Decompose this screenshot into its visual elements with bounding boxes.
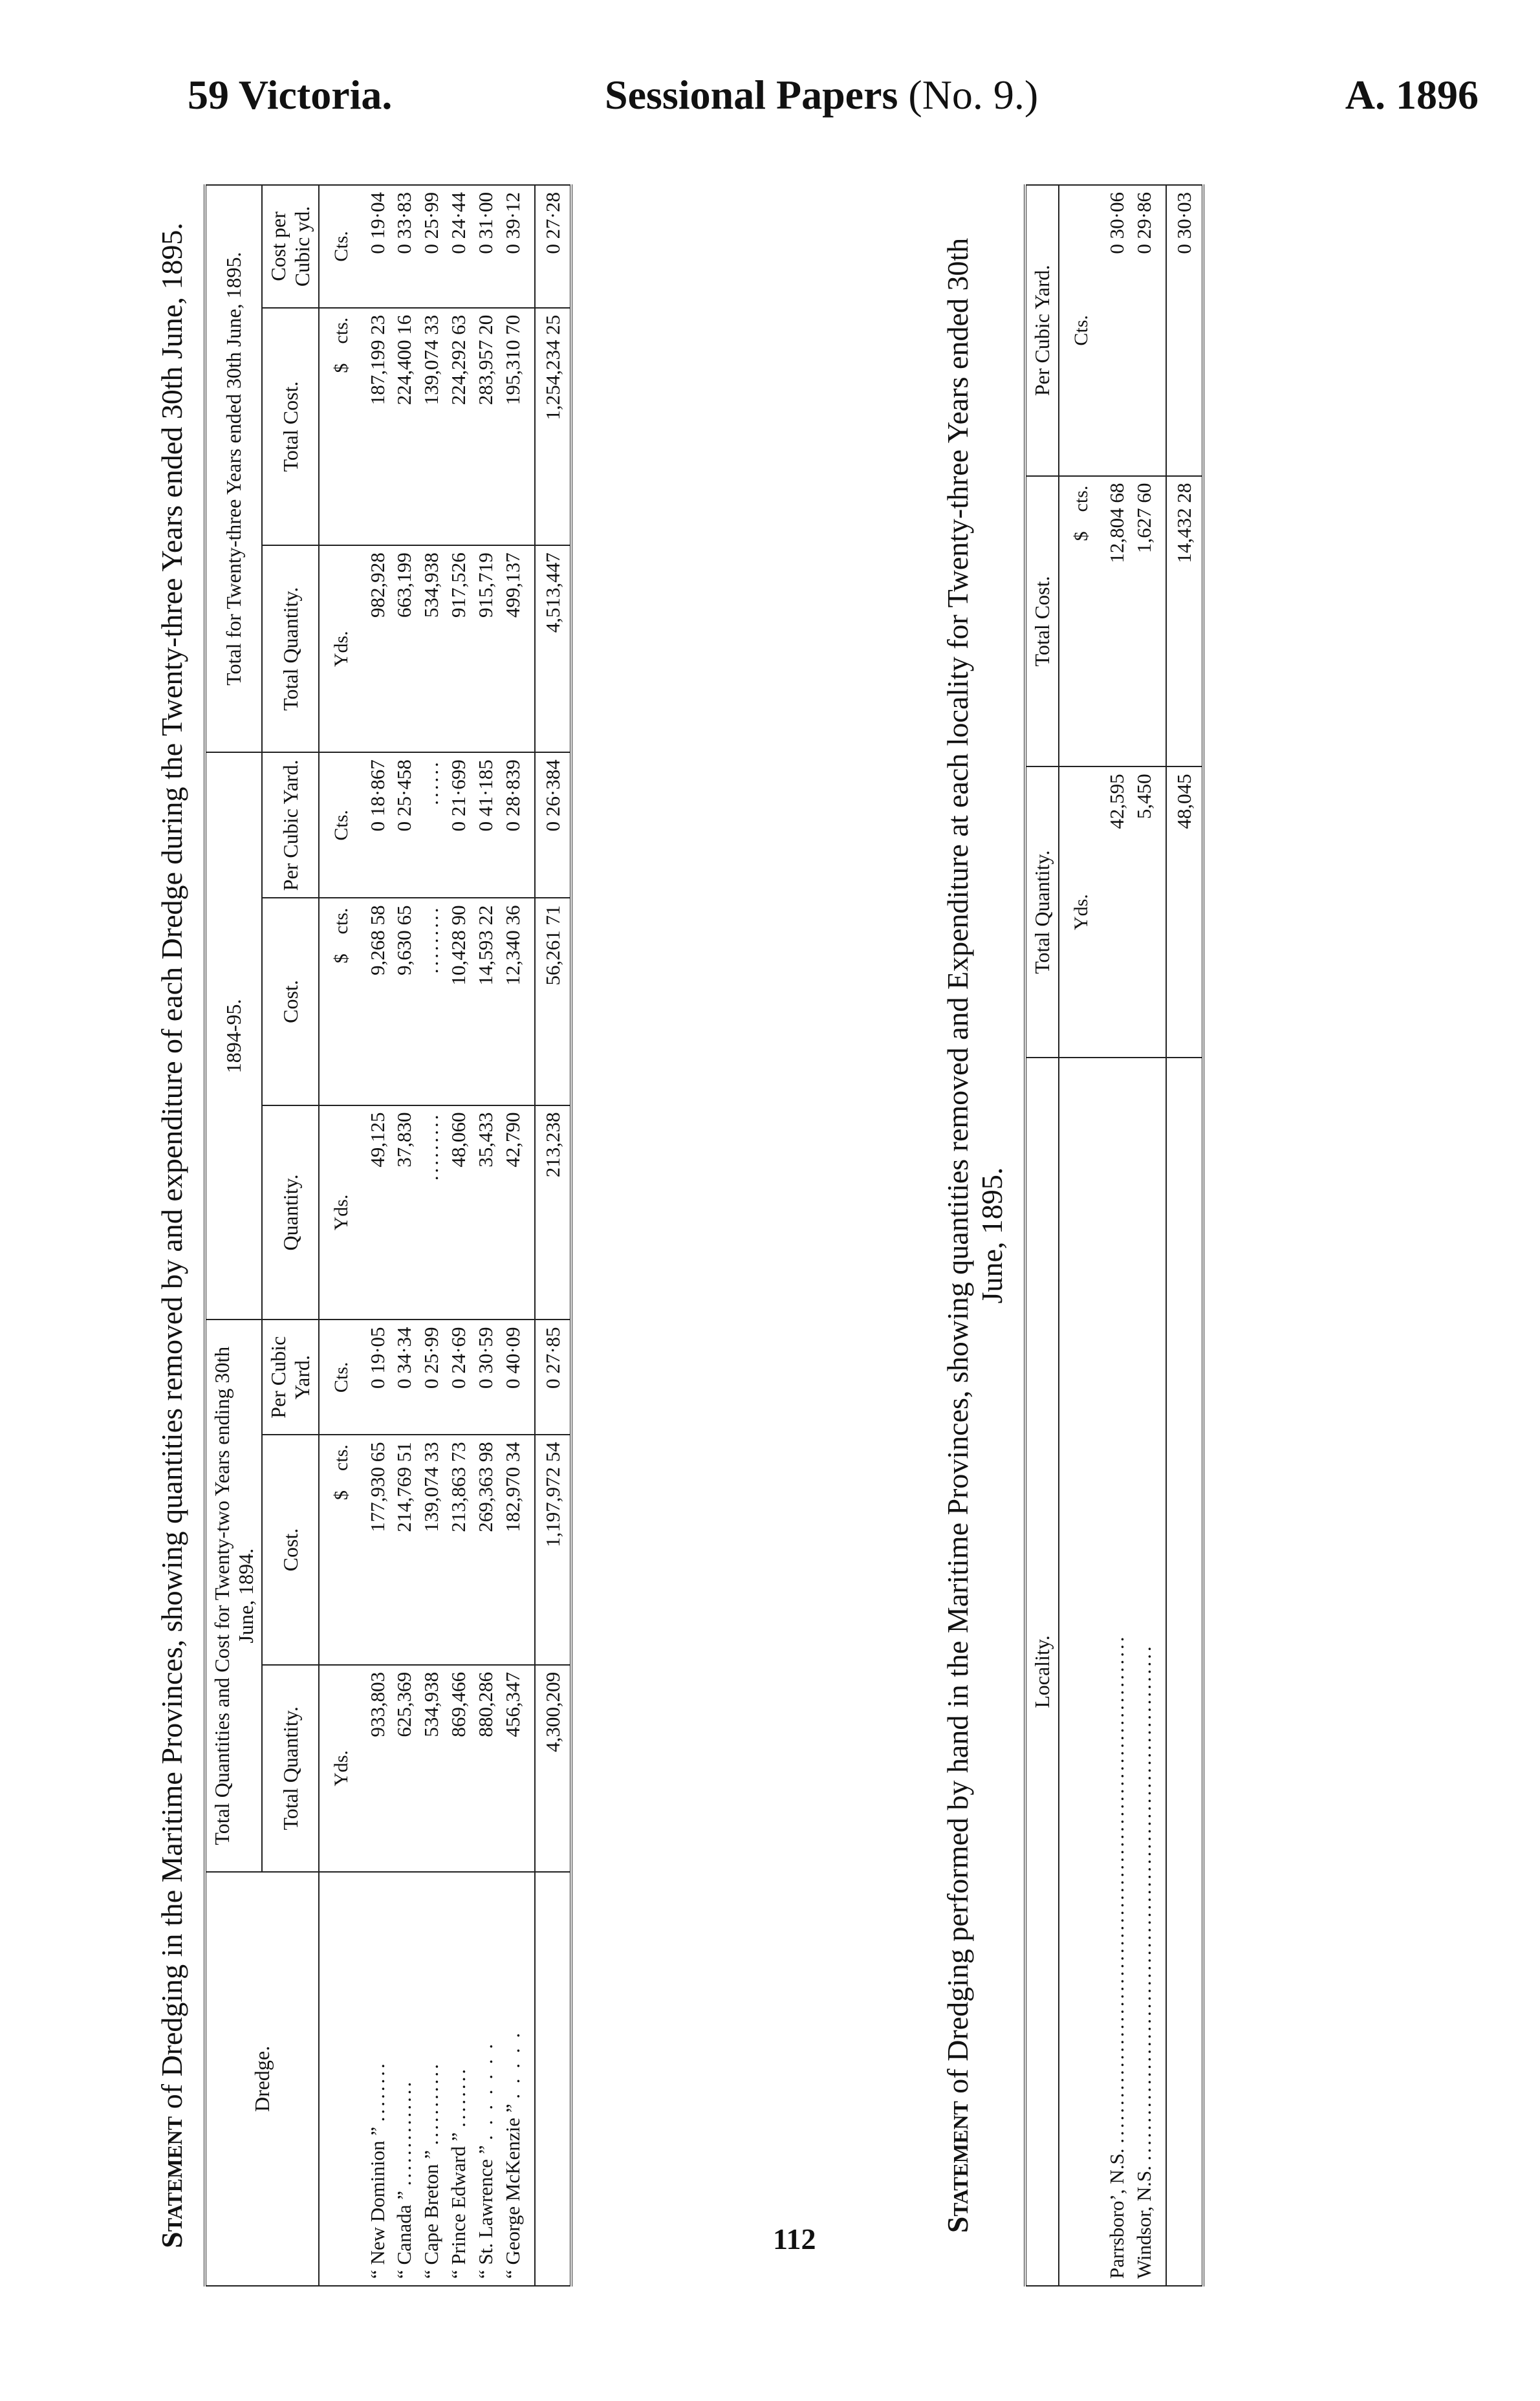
cell-q95: 35,433 <box>472 1105 499 1320</box>
col-total-quantity-22: Total Quantity. <box>262 1665 319 1872</box>
title-lead: Statement <box>155 2116 188 2248</box>
header-session: 59 Victoria. <box>188 72 393 118</box>
header-paper-number: (No. 9.) <box>908 72 1039 118</box>
totals-label-blank <box>535 1872 572 2286</box>
leader-dots: .............. <box>393 2079 416 2186</box>
cell-p23: 0 33·83 <box>391 185 418 308</box>
unit-yds: Yds. <box>319 1105 364 1320</box>
header-year: A. 1896 <box>1345 72 1479 118</box>
cell-c23: 283,957 20 <box>472 308 499 545</box>
cell-p95: 0 28·839 <box>499 752 535 898</box>
locality-name <box>1131 1058 1166 2286</box>
dredge-name-text: “ Canada ” <box>393 2191 416 2279</box>
cell-q23: 499,137 <box>499 545 535 752</box>
total-q22: 4,300,209 <box>535 1665 572 1872</box>
cell-q23: 534,938 <box>418 545 445 752</box>
cell-cost: 12,804 68 <box>1103 476 1131 767</box>
hand-dredging-title <box>941 184 1010 2287</box>
leader-dots: ......... <box>420 1112 443 1181</box>
unit-yds: Yds. <box>319 545 364 752</box>
cell-c23: 195,310 70 <box>499 308 535 545</box>
cell-q95-dots <box>418 1105 445 1320</box>
leader-dots: . . . . . <box>501 2030 524 2099</box>
col-total-cost-23: Total Cost. <box>262 308 319 545</box>
header-sessional-label: Sessional Papers <box>605 72 898 118</box>
leader-dots: .................................................................... <box>1132 1644 1155 2161</box>
unit-yds: Yds. <box>319 1665 364 1872</box>
cell-c22: 269,363 98 <box>472 1435 499 1665</box>
cell-c23: 139,074 33 <box>418 308 445 545</box>
cell-q95: 49,125 <box>364 1105 391 1320</box>
hand-dredging-section <box>941 184 1484 2287</box>
cell-q23: 915,719 <box>472 545 499 752</box>
dredge-name <box>418 1872 445 2286</box>
total-c22: 1,197,972 54 <box>535 1435 572 1665</box>
cell-q95: 37,830 <box>391 1105 418 1320</box>
col-cost-per-yd-23: Cost per Cubic yd. <box>262 185 319 308</box>
cell-p95-dots <box>418 752 445 898</box>
cell-q22: 534,938 <box>418 1665 445 1872</box>
total-c95: 56,261 71 <box>535 898 572 1105</box>
cell-p95: 0 25·458 <box>391 752 418 898</box>
col-locality: Locality. <box>1025 1058 1059 2286</box>
cell-p22: 0 25·99 <box>418 1320 445 1435</box>
unit-cts: Cts. <box>1059 185 1104 476</box>
cell-c22: 213,863 73 <box>445 1435 472 1665</box>
table-row <box>364 185 391 2286</box>
total-c23: 1,254,234 25 <box>535 308 572 545</box>
cell-c23: 224,400 16 <box>391 308 418 545</box>
dredge-name-text: “ Cape Breton ” <box>420 2150 443 2279</box>
table-row <box>391 185 418 2286</box>
dredge-name-text: “ St. Lawrence ” <box>473 2145 497 2279</box>
locality-name <box>1103 1058 1131 2286</box>
dredge-name <box>445 1872 472 2286</box>
title-rest: of Dredging in the Maritime Provinces, showing quantities removed by and expenditure of each Dredge during the Twenty-three Years ended 30th June, 1895. <box>155 223 188 2109</box>
cell-q22: 869,466 <box>445 1665 472 1872</box>
cell-c95: 12,340 36 <box>499 898 535 1105</box>
cell-cost: 1,627 60 <box>1131 476 1166 767</box>
leader-dots: ................................................................... <box>1105 1634 1129 2144</box>
locality-name-text: Parrsboro’, N.S. <box>1105 2148 1129 2279</box>
cell-p23: 0 24·44 <box>445 185 472 308</box>
cell-p22: 0 40·09 <box>499 1320 535 1435</box>
cell-c22: 139,074 33 <box>418 1435 445 1665</box>
unit-blank <box>1059 1058 1104 2286</box>
table-row <box>418 185 445 2286</box>
cell-quantity: 5,450 <box>1131 766 1166 1058</box>
cell-c95: 9,268 58 <box>364 898 391 1105</box>
total-q23: 4,513,447 <box>535 545 572 752</box>
cell-q22: 880,286 <box>472 1665 499 1872</box>
cell-per-yard: 0 29·86 <box>1131 185 1166 476</box>
unit-dollars-cts <box>1059 476 1104 767</box>
col-per-yard-22: Per Cubic Yard. <box>262 1320 319 1435</box>
dredge-name <box>364 1872 391 2286</box>
dredge-name-text: “ George McKenzie ” <box>501 2103 524 2279</box>
table-row <box>499 185 535 2286</box>
units-row <box>319 185 364 2286</box>
unit-dollar: $ <box>331 953 352 964</box>
unit-cts-lower: cts. <box>331 1444 352 1472</box>
header-sessional-papers <box>605 71 1038 119</box>
dredge-name-text: “ New Dominion ” <box>365 2126 389 2279</box>
cell-q22: 933,803 <box>364 1665 391 1872</box>
cell-p22: 0 34·34 <box>391 1320 418 1435</box>
leader-dots: ......... <box>420 905 443 974</box>
cell-per-yard: 0 30·06 <box>1103 185 1131 476</box>
cell-c95: 14,593 22 <box>472 898 499 1105</box>
hand-dredging-table <box>1024 184 1204 2287</box>
cell-quantity: 42,595 <box>1103 766 1131 1058</box>
table-row <box>445 185 472 2286</box>
cell-p95: 0 41·185 <box>472 752 499 898</box>
cell-p23: 0 39·12 <box>499 185 535 308</box>
cell-p22: 0 24·69 <box>445 1320 472 1435</box>
cell-p23: 0 31·00 <box>472 185 499 308</box>
dredge-name <box>499 1872 535 2286</box>
totals-row <box>1166 185 1203 2286</box>
unit-blank <box>319 1872 364 2286</box>
unit-cts-lower: cts. <box>1070 485 1092 512</box>
dredge-statement-title <box>155 184 190 2287</box>
cell-q22: 456,347 <box>499 1665 535 1872</box>
title-lead: Statement <box>941 2101 974 2233</box>
dredge-name <box>391 1872 418 2286</box>
cell-c95-dots <box>418 898 445 1105</box>
col-total-cost: Total Cost. <box>1025 476 1059 767</box>
total-quantity: 48,045 <box>1166 766 1203 1058</box>
col-group-22-years: Total Quantities and Cost for Twenty-two Years ending 30th June, 1894. <box>205 1320 263 1871</box>
unit-dollar: $ <box>1070 531 1092 541</box>
cell-c22: 182,970 34 <box>499 1435 535 1665</box>
locality-name-text: Windsor, N.S. <box>1132 2166 1155 2279</box>
unit-cts: Cts. <box>319 185 364 308</box>
unit-cts: Cts. <box>319 752 364 898</box>
total-p95: 0 26·384 <box>535 752 572 898</box>
leader-dots: ........ <box>365 2061 389 2122</box>
unit-yds: Yds. <box>1059 766 1104 1058</box>
page-number: 112 <box>773 2222 816 2255</box>
cell-c22: 214,769 51 <box>391 1435 418 1665</box>
unit-dollar: $ <box>331 1490 352 1501</box>
col-cost-9495: Cost. <box>262 898 319 1105</box>
cell-q95: 48,060 <box>445 1105 472 1320</box>
dredge-statement-section <box>155 184 964 2287</box>
cell-p22: 0 19·05 <box>364 1320 391 1435</box>
cell-p95: 0 21·699 <box>445 752 472 898</box>
leader-dots: ........... <box>420 2061 443 2146</box>
cell-q23: 917,526 <box>445 545 472 752</box>
col-total-quantity: Total Quantity. <box>1025 766 1059 1058</box>
cell-q23: 982,928 <box>364 545 391 752</box>
cell-q23: 663,199 <box>391 545 418 752</box>
title-rest: of Dredging performed by hand in the Maritime Provinces, showing quantities removed and Expenditure at each locality for Twenty-three Years ended 30th June, 1895. <box>941 237 1008 2094</box>
cell-q22: 625,369 <box>391 1665 418 1872</box>
total-per-yard: 0 30·03 <box>1166 185 1203 476</box>
total-p23: 0 27·28 <box>535 185 572 308</box>
dredge-statement-table <box>204 184 572 2287</box>
totals-label-blank <box>1166 1058 1203 2286</box>
table-row <box>472 185 499 2286</box>
total-cost: 14,432 28 <box>1166 476 1203 767</box>
total-p22: 0 27·85 <box>535 1320 572 1435</box>
unit-cts-lower: cts. <box>331 907 352 935</box>
unit-dollars-cts <box>319 308 364 545</box>
unit-dollars-cts <box>319 898 364 1105</box>
cell-c95: 9,630 65 <box>391 898 418 1105</box>
col-total-quantity-23: Total Quantity. <box>262 545 319 752</box>
col-per-cubic-yard: Per Cubic Yard. <box>1025 185 1059 476</box>
cell-c23: 187,199 23 <box>364 308 391 545</box>
unit-dollar: $ <box>331 363 352 373</box>
leader-dots: ........ <box>447 2066 470 2127</box>
cell-p22: 0 30·59 <box>472 1320 499 1435</box>
total-q95: 213,238 <box>535 1105 572 1320</box>
units-row <box>1059 185 1104 2286</box>
cell-c95: 10,428 90 <box>445 898 472 1105</box>
col-cost-22: Cost. <box>262 1435 319 1665</box>
dredge-name <box>472 1872 499 2286</box>
dredge-name-text: “ Prince Edward ” <box>447 2132 470 2279</box>
unit-cts-lower: cts. <box>331 317 352 344</box>
col-per-yard-9495: Per Cubic Yard. <box>262 752 319 898</box>
leader-dots: ...... <box>420 759 443 805</box>
col-quantity-9495: Quantity. <box>262 1105 319 1320</box>
table-row <box>1103 185 1131 2286</box>
unit-cts: Cts. <box>319 1320 364 1435</box>
cell-c22: 177,930 65 <box>364 1435 391 1665</box>
leader-dots: . . . . . . . <box>473 2041 497 2140</box>
col-group-1894-95: 1894-95. <box>205 752 263 1320</box>
table-row <box>1131 185 1166 2286</box>
unit-dollars-cts <box>319 1435 364 1665</box>
col-dredge: Dredge. <box>205 1872 319 2286</box>
cell-p95: 0 18·867 <box>364 752 391 898</box>
cell-p23: 0 25·99 <box>418 185 445 308</box>
col-group-23-years: Total for Twenty-three Years ended 30th June, 1895. <box>205 185 263 752</box>
cell-p23: 0 19·04 <box>364 185 391 308</box>
totals-row <box>535 185 572 2286</box>
cell-q95: 42,790 <box>499 1105 535 1320</box>
cell-c23: 224,292 63 <box>445 308 472 545</box>
